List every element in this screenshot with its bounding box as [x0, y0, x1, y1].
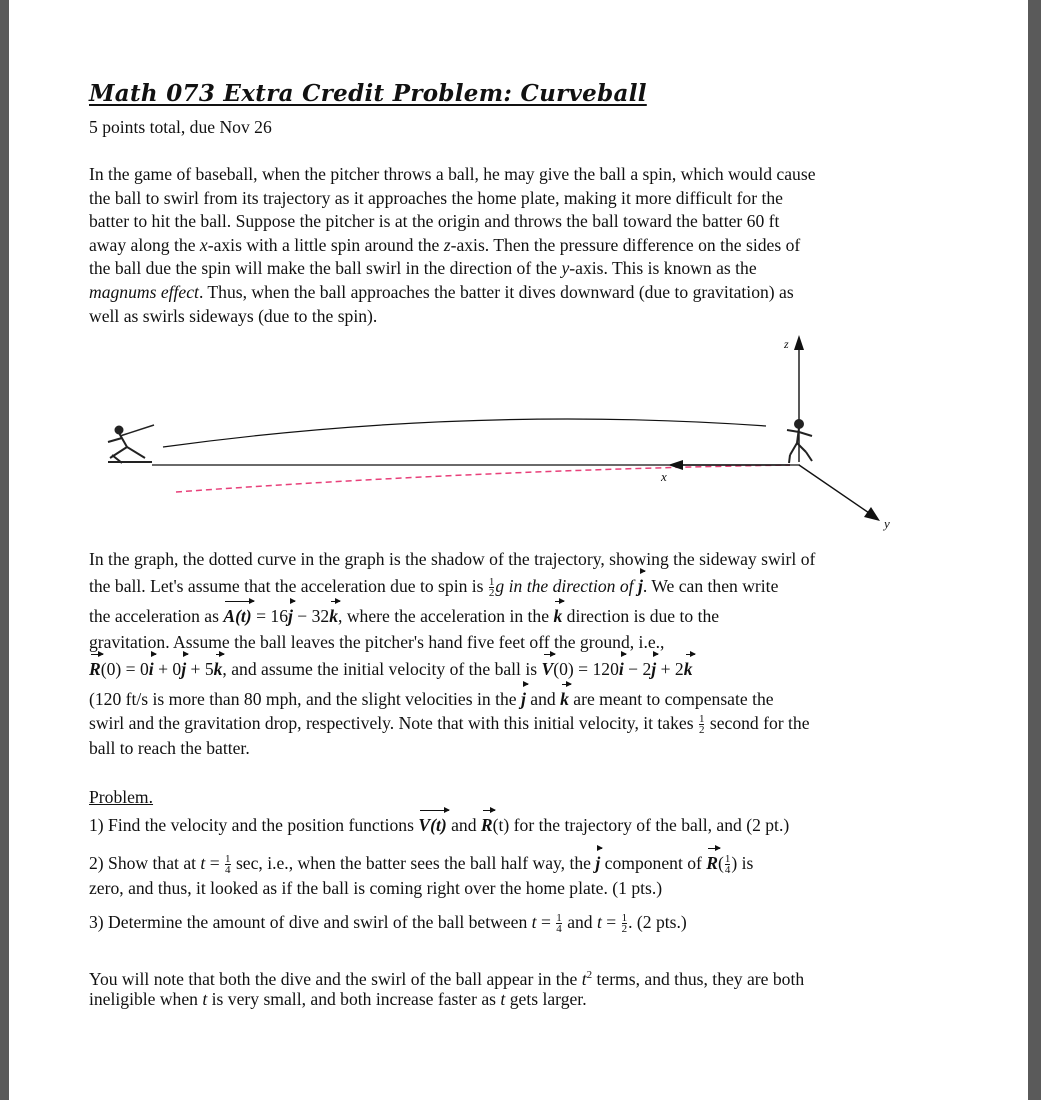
page-title: Math 073 Extra Credit Problem: Curveball — [89, 80, 647, 107]
graph-line: swirl and the gravitation drop, respectively. Note that with this initial velocity, it takes $\frac{1}{2}$ second for the — [89, 713, 810, 737]
closing-line: You will note that both the dive and the swirl of the ball appear in the $t^2$ terms, and thus, they are both — [89, 968, 805, 989]
graph-line: ball to reach the batter. — [89, 738, 250, 758]
problem-item-3: 3) Determine the amount of dive and swirl of the ball between t = $\frac{1}{4}$ and t = $\frac{1}{2}$ . (2 pts.) — [89, 912, 687, 936]
y-axis-arrow-icon — [864, 507, 880, 521]
z-axis-arrow-icon — [794, 335, 804, 350]
intro-line: batter to hit the ball. Suppose the pitcher is at the origin and throws the ball toward the batter 60 ft — [89, 211, 780, 232]
graph-line: the ball. Let's assume that the acceleration due to spin is $\frac{1}{2}$ g in the direction of j. We can then write — [89, 576, 779, 600]
problem-heading: Problem. — [89, 787, 154, 807]
intro-line: the ball due the spin will make the ball swirl in the direction of the y-axis. This is known as the — [89, 258, 757, 279]
graph-line: gravitation. Assume the ball leaves the pitcher's hand five feet off the ground, i.e., — [89, 632, 665, 652]
problem-item-2-cont: zero, and thus, it looked as if the ball is coming right over the home plate. (1 pts.) — [89, 878, 663, 898]
subtitle: 5 points total, due Nov 26 — [89, 117, 272, 137]
y-axis-label: y — [884, 516, 890, 531]
graph-line: R(0) = 0i + 0j + 5k, and assume the initial velocity of the ball is V(0) = 120i − 2j + 2k — [89, 659, 693, 679]
graph-line: In the graph, the dotted curve in the graph is the shadow of the trajectory, showing the sideway swirl of — [89, 549, 816, 569]
problem-item-1: 1) Find the velocity and the position functions V(t) and R(t) for the trajectory of the ball, and (2 pt.) — [89, 815, 790, 835]
z-axis-label: z — [784, 337, 789, 351]
pitcher-figure-icon — [108, 425, 154, 463]
intro-line: well as swirls sideways (due to the spin). — [89, 305, 378, 326]
intro-line: magnums effect. Thus, when the ball approaches the batter it dives downward (due to gravitation) as — [89, 281, 794, 302]
intro-line: In the game of baseball, when the pitcher throws a ball, he may give the ball a spin, which would cause — [89, 164, 816, 184]
intro-line: away along the x-axis with a little spin around the z-axis. Then the pressure difference on the sides of — [89, 234, 801, 255]
problem-item-2: 2) Show that at t = $\frac{1}{4}$ sec, i.e., when the batter sees the ball half way, the j component of R( $\frac{1}{4}$ ) is — [89, 853, 754, 877]
x-axis-arrow-icon — [668, 460, 683, 470]
closing-line: ineligible when t is very small, and both increase faster as t gets larger. — [89, 989, 587, 1009]
x-axis-label: x — [661, 469, 667, 484]
intro-line: the ball to swirl from its trajectory as it approaches the home plate, making it more difficult for the — [89, 187, 783, 208]
graph-line: (120 ft/s is more than 80 mph, and the slight velocities in the j and k are meant to compensate the — [89, 689, 774, 709]
graph-line: the acceleration as A(t) = 16j − 32k, where the acceleration in the k direction is due to the — [89, 606, 720, 626]
trajectory-curve — [163, 419, 766, 447]
shadow-curve — [176, 465, 790, 492]
y-axis — [799, 465, 872, 515]
